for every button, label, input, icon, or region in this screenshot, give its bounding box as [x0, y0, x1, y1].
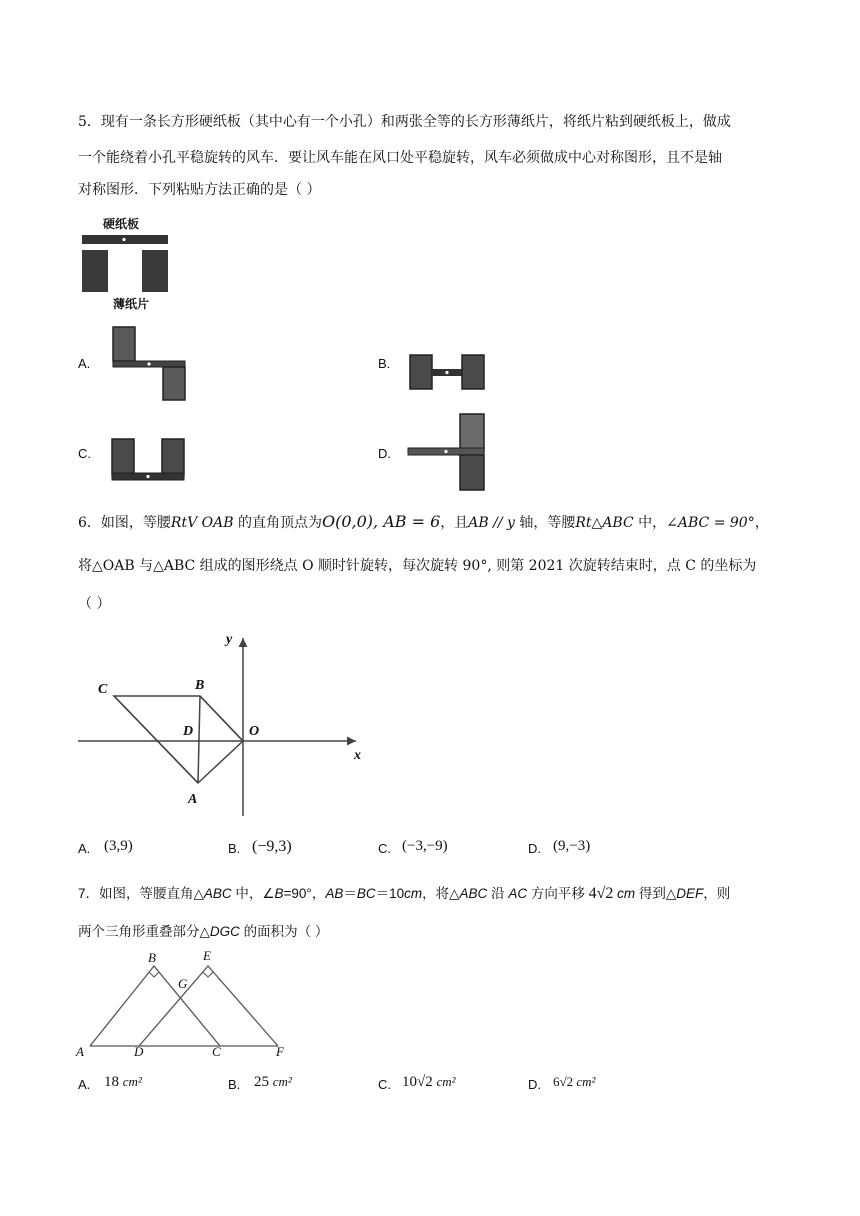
q5-reference-figure	[78, 212, 178, 312]
q7-label-d: D	[134, 1044, 144, 1059]
q7-option-b-number: 25	[254, 1074, 269, 1090]
q7-option-d-value[interactable]	[553, 1074, 595, 1090]
q7-label-g: G	[178, 976, 188, 991]
q7-label-e: E	[203, 948, 211, 963]
q7-text-seg: ，将△	[422, 886, 460, 901]
q7-label-f: F	[276, 1044, 284, 1059]
quad-outline	[114, 696, 243, 783]
q6-label-a: A	[188, 792, 198, 807]
q7-math: cm	[404, 886, 423, 901]
q6-text-seg: 中，	[633, 515, 667, 531]
q6-option-b-letter[interactable]: B.	[228, 841, 241, 856]
q5-option-a-figure[interactable]	[110, 326, 190, 402]
q6-text-line1	[78, 512, 769, 533]
q7-option-d-letter[interactable]: D.	[528, 1077, 541, 1092]
q7-text-seg: ，则	[703, 886, 731, 901]
q5-option-d-letter[interactable]: D.	[378, 446, 391, 461]
q7-option-a-unit: cm²	[122, 1074, 142, 1089]
q5-option-c-letter[interactable]: C.	[78, 446, 91, 461]
q6-label-c: C	[98, 682, 108, 697]
q7-text-seg: 沿	[487, 886, 509, 901]
q7-option-c-number: 10√2	[402, 1074, 433, 1090]
q7-option-d-number: 6√2	[553, 1074, 574, 1089]
q6-label-o: O	[249, 724, 260, 739]
q6-option-a-value[interactable]: (3,9)	[104, 838, 133, 854]
q7-math: BC	[356, 886, 376, 901]
q7-math-shift: 4√2	[588, 885, 614, 902]
q7-math: AB	[325, 886, 344, 901]
q7-option-d-unit: cm²	[576, 1074, 596, 1089]
q7-option-a-value[interactable]	[104, 1074, 142, 1091]
q6-math-abc: Rt△ABC	[575, 515, 634, 531]
q6-text-seg: 6．如图，等腰	[78, 515, 171, 531]
q6-label-d: D	[183, 724, 194, 739]
q7-option-b-value[interactable]	[254, 1074, 292, 1091]
thin-paper-label: 薄纸片	[113, 297, 150, 311]
segment-ab	[198, 696, 200, 783]
q6-option-a-letter[interactable]: A.	[78, 841, 91, 856]
q7-text-line1	[78, 884, 730, 904]
q7-option-a-number: 18	[104, 1074, 119, 1090]
q5-option-a-letter[interactable]: A.	[78, 356, 91, 371]
q6-text-seg: ，	[754, 515, 769, 531]
q6-text-seg: 的直角顶点为	[233, 515, 322, 531]
q7-text-seg: 7．如图，等腰直角△	[78, 886, 204, 901]
q5-text-line1: 5．现有一条长方形硬纸板（其中心有一个小孔）和两张全等的长方形薄纸片，将纸片粘到硬纸板上，做成	[78, 114, 731, 130]
q6-coordinate-figure	[78, 630, 378, 820]
q7-text-seg: 中，∠	[231, 886, 275, 901]
q5-option-b-figure[interactable]	[408, 354, 488, 392]
q7-option-a-letter[interactable]: A.	[78, 1077, 91, 1092]
q6-label-x: x	[354, 748, 361, 763]
q6-label-b: B	[195, 678, 205, 693]
hardboard-label: 硬纸板	[103, 217, 140, 231]
q7-text-seg: 的面积为（ ）	[239, 924, 329, 939]
q6-math-parallel: AB // y	[468, 515, 515, 531]
q6-option-d-value[interactable]: (9,−3)	[553, 838, 591, 854]
triangle-abc	[90, 966, 220, 1046]
q5-text-line3: 对称图形．下列粘贴方法正确的是（ ）	[78, 182, 321, 198]
q6-option-c-value[interactable]: (−3,−9)	[402, 838, 448, 854]
q7-option-c-value[interactable]	[402, 1074, 456, 1091]
q7-label-b: B	[148, 950, 156, 965]
q7-math: ABC	[203, 886, 232, 901]
q7-math: ABC	[459, 886, 488, 901]
q7-math: DGC	[209, 924, 240, 939]
q7-text-seg: 两个三角形重叠部分△	[78, 924, 210, 939]
segment-bo	[200, 696, 243, 741]
q7-option-c-letter[interactable]: C.	[378, 1077, 391, 1092]
q7-option-b-letter[interactable]: B.	[228, 1077, 241, 1092]
q7-option-c-unit: cm²	[436, 1074, 456, 1089]
q6-math-angle: ∠ABC = 90°	[666, 515, 755, 531]
q7-label-a: A	[76, 1044, 84, 1059]
right-angle-b	[149, 972, 159, 977]
q7-text-seg: =90°，	[283, 886, 326, 901]
q6-option-b-value[interactable]: (−9,3)	[252, 838, 292, 855]
q5-option-b-letter[interactable]: B.	[378, 356, 391, 371]
q5-text-line2: 一个能绕着小孔平稳旋转的风车．要让风车能在风口处平稳旋转，风车必须做成中心对称图形，且不是轴	[78, 150, 722, 166]
q6-math-oab: RtV OAB	[170, 515, 234, 531]
q7-math: B	[274, 886, 284, 901]
q6-option-d-letter[interactable]: D.	[528, 841, 541, 856]
right-angle-e	[203, 972, 213, 977]
triangle-def	[139, 966, 278, 1046]
q6-text-seg: 轴，等腰	[514, 515, 576, 531]
q7-text-seg: 得到△	[635, 886, 677, 901]
q7-text-seg: ＝10	[375, 886, 405, 901]
q6-option-c-letter[interactable]: C.	[378, 841, 391, 856]
q7-math: DEF	[676, 886, 704, 901]
q7-label-c: C	[212, 1044, 221, 1059]
q6-text-line2: 将△OAB 与△ABC 组成的图形绕点 O 顺时针旋转，每次旋转 90°, 则第 2021 次旋转结束时，点 C 的坐标为	[78, 558, 757, 574]
q7-text-seg: ＝	[343, 886, 357, 901]
q7-math: cm	[613, 886, 636, 901]
q7-text-line2	[78, 922, 328, 942]
q7-option-b-unit: cm²	[272, 1074, 292, 1089]
q6-text-line3: （ ）	[78, 596, 111, 612]
q7-math: AC	[508, 886, 528, 901]
q6-label-y: y	[226, 632, 233, 647]
q6-math-origin: O(0,0), AB = 6	[321, 512, 441, 531]
q6-text-seg: ，且	[440, 515, 469, 531]
q7-triangle-figure	[78, 952, 308, 1062]
q5-option-d-figure[interactable]	[406, 412, 488, 492]
q7-text-seg: 方向平移	[527, 886, 589, 901]
q5-option-c-figure[interactable]	[110, 437, 190, 483]
